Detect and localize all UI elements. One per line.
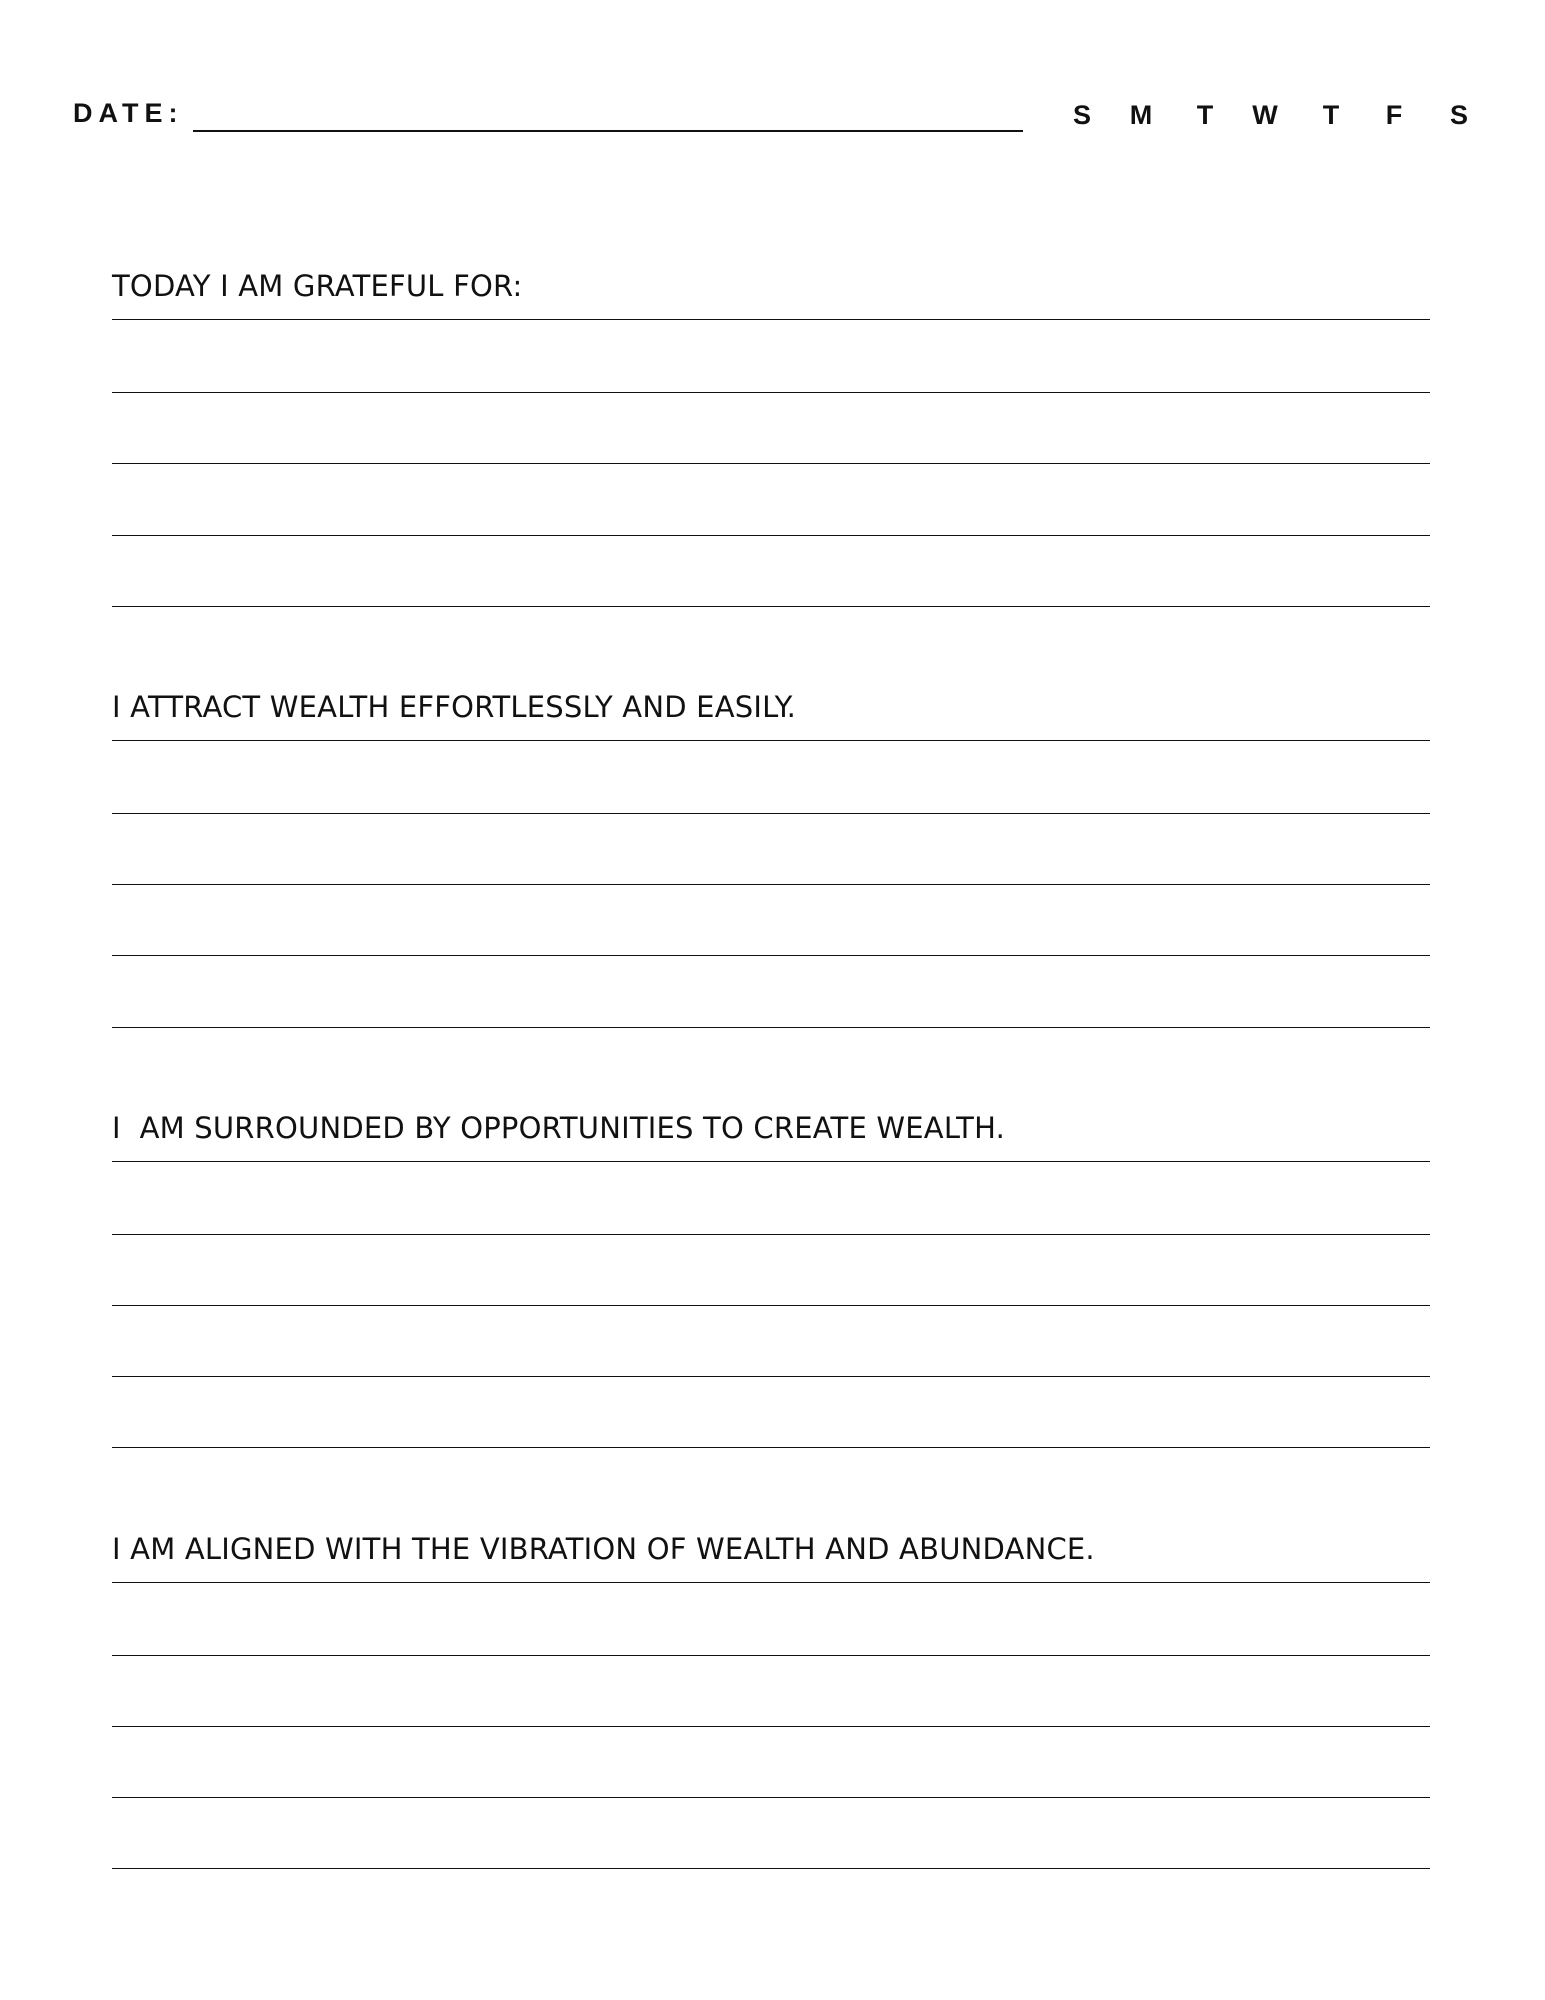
section-title: TODAY I AM GRATEFUL FOR: [112,269,523,303]
day-tuesday[interactable]: T [1196,100,1214,130]
writing-line[interactable] [112,1726,1430,1727]
day-wednesday[interactable]: W [1252,100,1278,130]
section-title: I AM ALIGNED WITH THE VIBRATION OF WEALTH AND ABUNDANCE. [112,1532,1095,1566]
writing-line[interactable] [112,1234,1430,1235]
writing-line[interactable] [112,813,1430,814]
section-title: I ATTRACT WEALTH EFFORTLESSLY AND EASILY. [112,690,797,724]
day-monday[interactable]: M [1129,100,1153,130]
writing-line[interactable] [112,1447,1430,1448]
day-friday[interactable]: F [1385,100,1403,130]
writing-line[interactable] [112,606,1430,607]
writing-line[interactable] [112,463,1430,464]
writing-line[interactable] [112,740,1430,741]
writing-line[interactable] [112,392,1430,393]
writing-line[interactable] [112,1582,1430,1583]
writing-line[interactable] [112,1868,1430,1869]
page-header [0,0,1545,160]
date-label: DATE: [73,98,184,128]
day-saturday[interactable]: S [1449,100,1468,130]
writing-line[interactable] [112,535,1430,536]
writing-line[interactable] [112,1305,1430,1306]
writing-line[interactable] [112,884,1430,885]
writing-line[interactable] [112,955,1430,956]
writing-line[interactable] [112,1027,1430,1028]
date-entry-line[interactable] [193,130,1023,132]
writing-line[interactable] [112,319,1430,320]
writing-line[interactable] [112,1161,1430,1162]
day-thursday[interactable]: T [1322,100,1340,130]
writing-line[interactable] [112,1655,1430,1656]
day-sunday[interactable]: S [1072,100,1091,130]
writing-line[interactable] [112,1797,1430,1798]
section-title: I AM SURROUNDED BY OPPORTUNITIES TO CREATE WEALTH. [112,1111,1006,1145]
writing-line[interactable] [112,1376,1430,1377]
